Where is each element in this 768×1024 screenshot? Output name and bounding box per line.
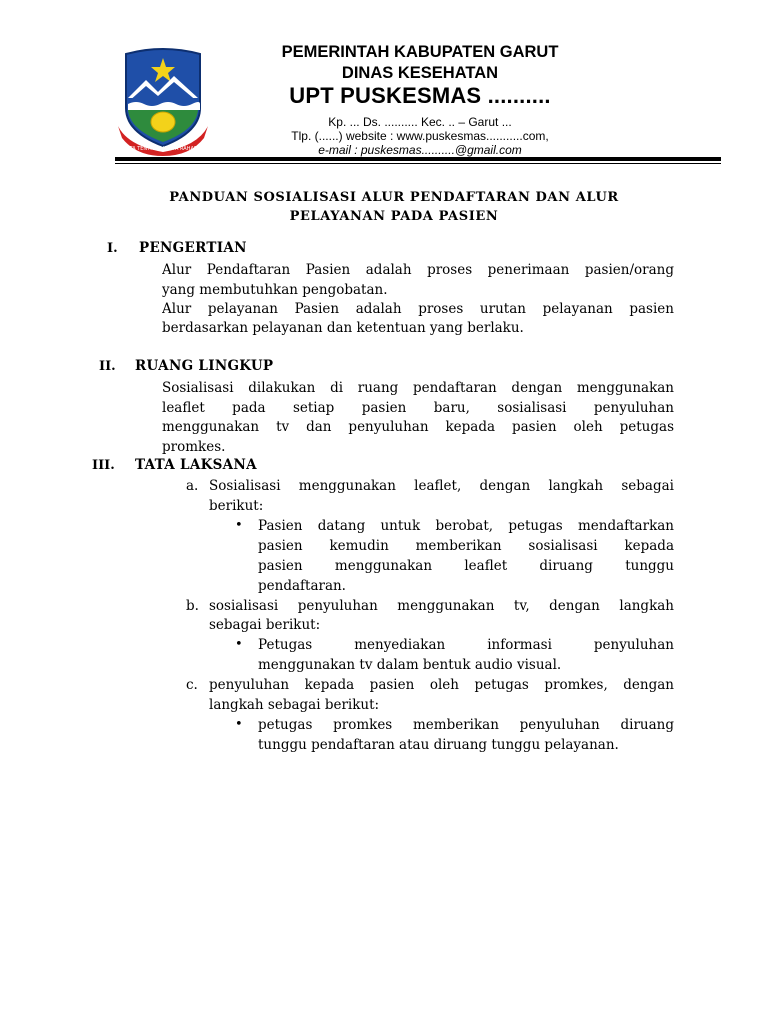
- item-a-label: a.: [186, 478, 199, 494]
- section-2-line: Sosialisasi dilakukan di ruang pendaftaran dengan menggunakan: [162, 380, 674, 396]
- section-2-heading: RUANG LINGKUP: [135, 358, 274, 374]
- section-2-line: leaflet pada setiap pasien baru, sosialisasi penyuluhan: [162, 400, 674, 416]
- item-a-bullet: •: [235, 518, 243, 533]
- item-a-bullet-line: pasien kemudin memberikan sosialisasi kepada: [258, 538, 674, 554]
- item-b-bullet-line: menggunakan tv dalam bentuk audio visual.: [258, 657, 562, 673]
- item-a-line: berikut:: [209, 498, 264, 514]
- letterhead-email: e-mail : puskesmas..........@gmail.com: [318, 143, 522, 157]
- letterhead-address: Kp. ... Ds. .......... Kec. .. – Garut ...: [328, 115, 512, 129]
- item-b-line: sebagai berikut:: [209, 617, 321, 633]
- letterhead-divider-thin: [115, 163, 721, 164]
- letterhead-puskesmas: UPT PUSKESMAS ..........: [289, 83, 551, 108]
- section-2-line: menggunakan tv dan penyuluhan kepada pasien oleh petugas: [162, 419, 674, 435]
- item-c-label: c.: [186, 677, 198, 693]
- section-1-heading: PENGERTIAN: [139, 240, 247, 256]
- section-1-line: Alur pelayanan Pasien adalah proses urutan pelayanan pasien: [162, 301, 674, 317]
- section-1-line: yang membutuhkan pengobatan.: [162, 282, 388, 298]
- svg-text:TATA TENTREM KERTA RAHARJA: TATA TENTREM KERTA RAHARJA: [123, 146, 203, 152]
- garut-regency-emblem-logo: [118, 46, 208, 156]
- item-a-bullet-line: pasien menggunakan leaflet diruang tunggu: [258, 558, 674, 574]
- section-2-number: II.: [99, 359, 116, 374]
- letterhead-agency: DINAS KESEHATAN: [341, 64, 499, 82]
- item-b-bullet-line: Petugas menyediakan informasi penyuluhan: [258, 637, 674, 653]
- item-c-line: penyuluhan kepada pasien oleh petugas promkes, dengan: [209, 677, 674, 693]
- letterhead-phone-website: Tlp. (......) website : www.puskesmas...........com,: [291, 129, 549, 143]
- item-b-label: b.: [186, 598, 199, 614]
- section-1-number: I.: [107, 241, 118, 256]
- item-c-bullet-line: petugas promkes memberikan penyuluhan diruang: [258, 717, 674, 733]
- item-a-line: Sosialisasi menggunakan leaflet, dengan langkah sebagai: [209, 478, 674, 494]
- section-3-heading: TATA LAKSANA: [135, 457, 257, 473]
- section-1-line: Alur Pendaftaran Pasien adalah proses penerimaan pasien/orang: [162, 262, 674, 278]
- letterhead-government: PEMERINTAH KABUPATEN GARUT: [281, 43, 559, 61]
- section-1-line: berdasarkan pelayanan dan ketentuan yang berlaku.: [162, 320, 524, 336]
- item-c-bullet-line: tunggu pendaftaran atau diruang tunggu pelayanan.: [258, 737, 619, 753]
- letterhead-divider-thick: [115, 157, 721, 161]
- item-b-line: sosialisasi penyuluhan menggunakan tv, dengan langkah: [209, 598, 674, 614]
- document-title-line-2: PELAYANAN PADA PASIEN: [289, 209, 499, 224]
- item-c-line: langkah sebagai berikut:: [209, 697, 380, 713]
- item-c-bullet: •: [235, 717, 243, 732]
- item-a-bullet-line: Pasien datang untuk berobat, petugas mendaftarkan: [258, 518, 674, 534]
- document-title-line-1: PANDUAN SOSIALISASI ALUR PENDAFTARAN DAN ALUR: [169, 190, 619, 205]
- item-b-bullet: •: [235, 637, 243, 652]
- section-3-number: III.: [92, 458, 115, 473]
- item-a-bullet-line: pendaftaran.: [258, 578, 346, 594]
- section-2-line: promkes.: [162, 439, 226, 455]
